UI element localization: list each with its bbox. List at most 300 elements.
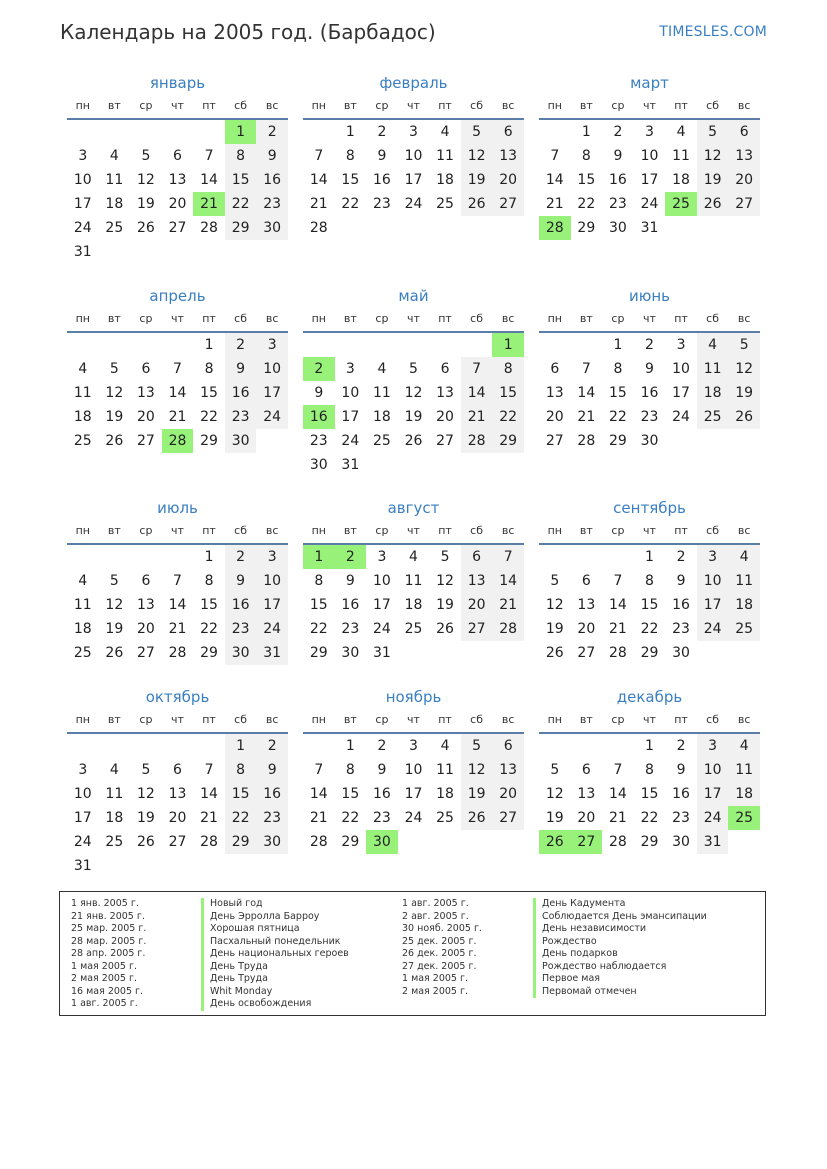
day-cell: 28 [492,617,524,641]
legend-date: 27 дек. 2005 г. [402,960,477,972]
holiday-day-cell: 1 [492,333,524,357]
day-cell: 5 [440,549,450,565]
day-cell: 24 [404,196,423,212]
day-cell: 9 [645,361,654,377]
day-grid [67,333,288,477]
day-cell: 6 [492,734,524,758]
legend-dates-left [71,898,146,1011]
day-cell: 16 [256,168,288,192]
brand-logo[interactable]: TIMESLES.COM [659,24,767,40]
day-cell: 11 [73,597,92,613]
day-cell: 14 [200,172,218,188]
day-cell: 21 [577,409,596,425]
day-cell: 7 [204,762,214,778]
month-name: февраль [379,74,448,92]
legend-date: 16 мая 2005 г. [71,985,144,997]
legend-date: 2 мая 2005 г. [402,985,468,997]
weekday-label: сб [234,99,248,112]
day-grid [539,545,760,689]
weekday-label: чт [407,713,420,726]
day-cell: 2 [377,124,387,140]
day-cell: 20 [168,810,187,826]
day-cell: 6 [141,361,151,377]
day-cell: 20 [168,196,187,212]
weekday-label: вс [501,524,515,537]
day-cell: 8 [345,762,355,778]
day-cell: 27 [577,645,596,661]
day-cell: 30 [608,220,627,236]
day-cell: 19 [404,409,423,425]
holiday-day-cell: 30 [366,830,398,854]
day-cell: 5 [697,120,729,144]
weekday-label: ср [375,713,389,726]
day-cell: 26 [461,192,493,216]
weekday-header [539,519,760,545]
day-cell: 30 [640,433,659,449]
day-cell: 10 [372,573,391,589]
holiday-day-cell: 28 [162,429,194,453]
weekday-label: пн [311,312,326,325]
day-cell: 18 [73,621,92,637]
day-cell: 10 [697,569,729,593]
weekday-label: ср [611,713,625,726]
day-cell: 10 [404,148,423,164]
weekday-header [303,94,524,120]
day-cell: 8 [345,148,355,164]
day-cell: 12 [697,144,729,168]
weekday-label: чт [643,99,656,112]
day-cell: 21 [309,196,328,212]
legend-date: 2 авг. 2005 г. [402,910,469,922]
day-cell: 7 [492,545,524,569]
weekday-label: пн [547,312,562,325]
weekday-label: сб [470,713,484,726]
day-cell: 27 [136,645,155,661]
day-cell: 25 [436,196,454,212]
legend-holiday-name: Рождество [533,936,707,949]
day-cell: 24 [256,617,288,641]
day-cell: 24 [341,433,360,449]
legend-date: 28 мар. 2005 г. [71,935,147,947]
day-cell: 3 [409,738,418,754]
day-cell: 7 [613,762,623,778]
legend-holiday-name: День Труда [201,961,349,974]
day-cell: 13 [168,786,187,802]
weekday-label: чт [171,524,184,537]
day-grid [539,734,760,878]
day-cell: 27 [436,433,454,449]
month-name: май [398,287,429,305]
day-cell: 24 [640,196,659,212]
day-cell: 12 [461,758,493,782]
day-cell: 20 [577,621,596,637]
day-cell: 5 [409,361,418,377]
legend-date: 1 мая 2005 г. [71,960,137,972]
day-cell: 24 [404,810,423,826]
day-cell: 23 [372,810,391,826]
weekday-label: вс [737,312,751,325]
day-cell: 14 [168,597,187,613]
day-cell: 1 [345,124,355,140]
day-cell: 8 [645,762,654,778]
day-cell: 28 [309,220,328,236]
day-cell: 18 [372,409,391,425]
day-cell: 24 [256,405,288,429]
day-cell: 20 [492,782,524,806]
weekday-label: пт [202,312,216,325]
day-cell: 6 [728,120,760,144]
day-cell: 20 [545,409,564,425]
day-cell: 6 [492,120,524,144]
month-name: июнь [628,287,671,305]
weekday-label: пн [75,99,90,112]
weekday-label: пн [547,713,562,726]
weekday-label: вс [265,524,279,537]
weekday-label: чт [171,312,184,325]
day-cell: 29 [640,834,659,850]
month-name: сентябрь [613,499,686,517]
day-cell: 22 [200,621,218,637]
weekday-label: вт [579,713,593,726]
weekday-label: сб [706,713,720,726]
weekday-label: чт [643,524,656,537]
day-cell: 19 [436,597,454,613]
day-cell: 6 [550,361,560,377]
day-cell: 20 [577,810,596,826]
day-cell: 6 [581,573,591,589]
day-cell: 18 [728,782,760,806]
day-cell: 20 [136,409,155,425]
legend-holiday-name: Пасхальный понедельник [201,936,349,949]
weekday-label: пт [674,524,688,537]
month-6 [539,285,760,477]
day-grid [67,734,288,878]
weekday-label: чт [643,312,656,325]
day-cell: 9 [345,573,355,589]
day-cell: 29 [492,429,524,453]
legend-holiday-name: Первомай отмечен [533,986,707,999]
day-cell: 2 [377,738,387,754]
month-11 [303,686,524,878]
day-cell: 10 [73,172,92,188]
day-cell: 6 [173,762,182,778]
weekday-label: пн [547,524,562,537]
day-cell: 14 [309,786,328,802]
day-cell: 29 [341,834,360,850]
weekday-label: сб [234,524,248,537]
day-cell: 21 [168,621,187,637]
day-cell: 2 [256,734,288,758]
day-cell: 3 [256,545,288,569]
day-cell: 14 [608,597,627,613]
day-cell: 21 [461,405,493,429]
day-cell: 23 [225,617,257,641]
weekday-label: пт [202,99,216,112]
day-cell: 9 [225,569,257,593]
day-cell: 9 [314,385,324,401]
day-cell: 5 [141,762,151,778]
day-cell: 23 [256,192,288,216]
day-cell: 7 [314,148,324,164]
day-cell: 9 [256,144,288,168]
day-cell: 22 [309,621,328,637]
weekday-label: пн [311,713,326,726]
day-cell: 25 [105,834,124,850]
day-cell: 13 [136,385,155,401]
day-cell: 1 [613,337,623,353]
day-cell: 16 [608,172,627,188]
day-cell: 1 [204,549,214,565]
day-cell: 28 [608,834,627,850]
holiday-day-cell: 2 [303,357,335,381]
day-cell: 22 [492,405,524,429]
day-cell: 1 [225,734,257,758]
month-8 [303,497,524,689]
weekday-label: вс [737,524,751,537]
day-cell: 31 [697,830,729,854]
day-cell: 4 [78,573,88,589]
day-cell: 10 [73,786,92,802]
day-cell: 13 [136,597,155,613]
day-cell: 26 [105,645,124,661]
day-cell: 11 [728,758,760,782]
weekday-header [67,94,288,120]
day-cell: 13 [461,569,493,593]
day-cell: 16 [341,597,360,613]
weekday-label: сб [706,99,720,112]
day-cell: 3 [697,545,729,569]
month-3 [539,72,760,264]
day-cell: 4 [728,734,760,758]
legend-holiday-name: Whit Monday [201,986,349,999]
weekday-label: ср [375,524,389,537]
day-cell: 18 [404,597,423,613]
legend-holiday-name: День Эрролла Барроу [201,911,349,924]
day-cell: 5 [109,361,119,377]
holiday-day-cell: 25 [665,192,697,216]
month-4 [67,285,288,477]
day-cell: 16 [256,782,288,806]
day-cell: 16 [672,786,690,802]
day-cell: 14 [168,385,187,401]
day-cell: 9 [256,758,288,782]
day-grid [67,120,288,264]
weekday-label: сб [234,312,248,325]
day-cell: 1 [645,549,654,565]
day-cell: 9 [377,148,387,164]
day-cell: 10 [341,385,360,401]
weekday-label: пн [75,312,90,325]
weekday-label: чт [407,312,420,325]
day-cell: 19 [461,782,493,806]
weekday-label: пн [311,524,326,537]
day-cell: 26 [461,806,493,830]
day-cell: 15 [309,597,328,613]
day-cell: 30 [309,457,328,473]
day-cell: 27 [492,192,524,216]
holiday-day-cell: 28 [539,216,571,240]
legend-holiday-name: День освобождения [201,998,349,1011]
day-cell: 20 [492,168,524,192]
legend-names-left [201,898,349,1011]
weekday-header [539,94,760,120]
legend-holiday-name: Первое мая [533,973,707,986]
day-cell: 21 [200,810,218,826]
day-cell: 5 [109,573,119,589]
holiday-day-cell: 21 [193,192,225,216]
day-grid [303,120,524,264]
weekday-label: чт [407,99,420,112]
day-cell: 14 [577,385,596,401]
day-cell: 27 [728,192,760,216]
day-cell: 11 [728,569,760,593]
legend-date: 30 нояб. 2005 г. [402,923,482,934]
weekday-label: вт [343,713,357,726]
day-cell: 22 [640,621,659,637]
day-cell: 15 [225,782,257,806]
day-cell: 7 [314,762,324,778]
weekday-label: чт [643,713,656,726]
legend-date: 1 авг. 2005 г. [71,998,138,1009]
day-cell: 9 [377,762,387,778]
day-cell: 11 [404,573,423,589]
day-cell: 7 [173,573,182,589]
day-cell: 19 [105,621,124,637]
holiday-day-cell: 2 [335,545,367,569]
day-cell: 28 [168,645,187,661]
day-cell: 29 [608,433,627,449]
legend-holiday-name: День Труда [201,973,349,986]
day-cell: 11 [436,148,454,164]
weekday-header [539,307,760,333]
weekday-label: пт [438,312,452,325]
weekday-label: сб [470,312,484,325]
legend-date: 25 дек. 2005 г. [402,935,477,947]
weekday-label: вс [265,312,279,325]
holiday-day-cell: 25 [728,806,760,830]
day-cell: 31 [256,641,288,665]
weekday-label: ср [139,713,153,726]
day-cell: 3 [377,549,387,565]
day-cell: 16 [225,381,257,405]
day-cell: 29 [577,220,596,236]
day-cell: 18 [697,381,729,405]
day-cell: 13 [492,144,524,168]
day-cell: 6 [141,573,151,589]
month-name: декабрь [616,688,683,706]
day-cell: 15 [608,385,627,401]
day-cell: 14 [492,569,524,593]
day-grid [67,545,288,689]
day-cell: 21 [608,621,627,637]
weekday-label: вс [265,713,279,726]
day-cell: 13 [492,758,524,782]
day-cell: 19 [697,168,729,192]
day-cell: 17 [73,810,92,826]
day-cell: 24 [372,621,391,637]
month-1 [67,72,288,264]
day-cell: 10 [640,148,659,164]
day-cell: 22 [608,409,627,425]
weekday-label: вт [579,524,593,537]
weekday-header [539,708,760,734]
day-cell: 17 [672,385,690,401]
day-cell: 10 [404,762,423,778]
legend-holiday-name: День подарков [533,948,707,961]
day-cell: 5 [461,120,493,144]
day-cell: 27 [461,617,493,641]
weekday-label: вт [107,99,121,112]
day-cell: 17 [697,593,729,617]
weekday-label: ср [375,99,389,112]
day-grid [303,333,524,477]
month-10 [67,686,288,878]
day-cell: 8 [645,573,654,589]
weekday-label: вс [501,312,515,325]
day-cell: 18 [105,810,124,826]
day-cell: 22 [225,806,257,830]
legend-holiday-name: Соблюдается День эмансипации [533,911,707,924]
day-cell: 25 [728,617,760,641]
holiday-day-cell: 1 [225,120,257,144]
day-cell: 20 [728,168,760,192]
day-cell: 15 [640,786,659,802]
legend-date: 1 янв. 2005 г. [71,898,139,909]
month-name: октябрь [145,688,210,706]
legend-date: 1 мая 2005 г. [402,973,468,984]
day-cell: 30 [672,645,690,661]
day-cell: 20 [461,593,493,617]
day-grid [303,734,524,878]
legend-date: 21 янв. 2005 г. [71,910,145,922]
day-cell: 12 [461,144,493,168]
day-cell: 30 [256,216,288,240]
day-cell: 25 [73,433,92,449]
month-name: март [630,74,669,92]
weekday-label: вт [107,524,121,537]
day-cell: 6 [581,762,591,778]
weekday-label: пт [674,99,688,112]
day-cell: 23 [256,806,288,830]
month-name: ноябрь [385,688,442,706]
day-cell: 26 [136,220,155,236]
day-cell: 7 [204,148,214,164]
day-cell: 1 [581,124,591,140]
weekday-header [303,708,524,734]
day-cell: 11 [436,762,454,778]
day-cell: 22 [577,196,596,212]
day-cell: 28 [461,429,493,453]
day-cell: 19 [136,810,155,826]
month-7 [67,497,288,689]
weekday-label: пт [438,713,452,726]
day-cell: 15 [640,597,659,613]
day-cell: 26 [105,433,124,449]
day-cell: 2 [225,545,257,569]
day-cell: 3 [345,361,355,377]
day-cell: 20 [436,409,454,425]
day-cell: 10 [256,357,288,381]
weekday-label: пн [311,99,326,112]
day-cell: 8 [613,361,623,377]
weekday-header [303,519,524,545]
weekday-label: сб [706,524,720,537]
day-cell: 14 [461,381,493,405]
day-cell: 22 [341,196,360,212]
day-cell: 5 [461,734,493,758]
day-cell: 17 [404,786,423,802]
day-cell: 28 [577,433,596,449]
